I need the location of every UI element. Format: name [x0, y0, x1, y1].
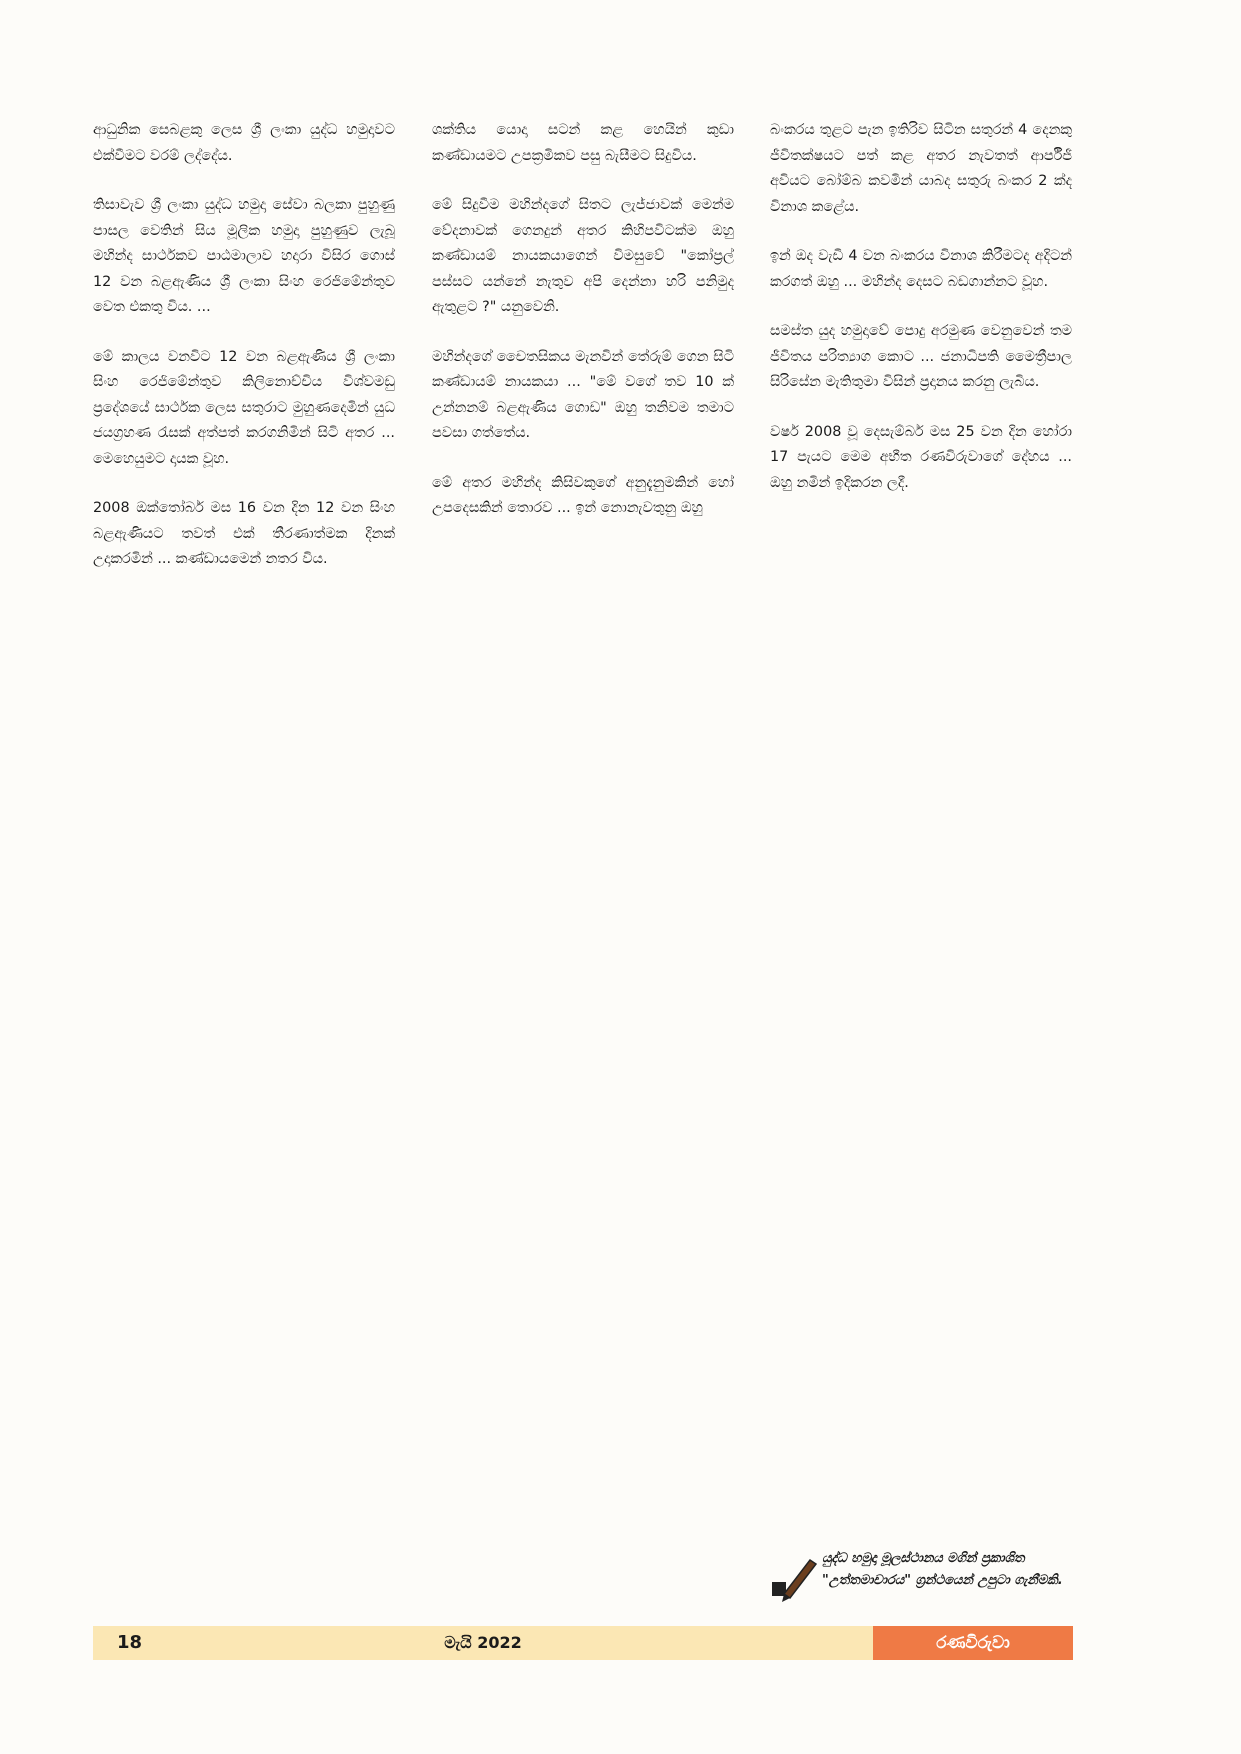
paragraph: මේ සිදුවීම මහින්දගේ සිතට ලැජ්ජාවක් මෙන්ම වේදනාවක් ගෙනදුන් අතර කිහිපවිටක්ම ඔහු කණ්ඩායම් නායකයාගෙන් විමසුවේ "කෝප්‍රල් පස්සට යන්නේ නැතුව අපි දෙන්නා හරි පනිමුද ඇතුළට ?" යනුවෙනි.: [432, 197, 734, 315]
paragraph: මේ අතර මහින්ද කිසිවකුගේ අනුදැනුමකින් හෝ උපදෙසකින් තොරව ... ඉන් නොනැවතුනු ඔහු: [432, 474, 734, 516]
paragraph: මේ කාලය වනවිට 12 වන බළඇණිය ශ්‍රී ලංකා සිංහ රෙජිමේන්තුව කිලිනොච්චිය විශ්වමඩු ප්‍රදේශයේ සාර්ථක ලෙස සතුරාට මුහුණදෙමින් යුධ ජයග්‍රහණ රැසක් අත්පත් කරගනිමින් සිටි අතර ... මෙහෙයුමට දායක වූහ.: [93, 348, 395, 467]
paragraph: වර්ෂ 2008 වූ දෙසැම්බර් මස 25 වන දින හෝරා 17 පැයට මෙම අභීත රණවිරුවාගේ දේහය ... ඔහු නමින් ඉදිකරන ලදී.: [770, 423, 1073, 491]
page-number: 18: [117, 1632, 143, 1653]
paragraph: 2008 ඔක්තෝබර් මස 16 වන දින 12 වන සිංහ බළඇණියට තවත් එක් තීරණාත්මක දිනක් උදාකරමින් ... කණ්ඩායමෙන් නතර විය.: [93, 500, 395, 567]
paragraph: මහින්දගේ චෛතසිකය මැනවින් තේරුම් ගෙන සිටි කණ්ඩායම් නායකයා ... "මේ වගේ තව 10 ක් උන්නනම් බළඇණිය ගොඩ" ඔහු තනිවම තමාට පවසා ගත්තේය.: [432, 348, 734, 441]
paragraph: බංකරය තුළට පැන ඉතිරිව සිටින සතුරන් 4 දෙනකු ජීවිතක්ෂයට පත් කළ අතර නැවතත් ආර්පීජී අවියට බෝම්බ කවමින් යාබද සතුරු බංකර 2 ක්ද විනාශ කළේය.: [770, 122, 1072, 215]
footer-left: [93, 1626, 873, 1660]
issue-month: මැයි 2022: [444, 1633, 522, 1652]
paragraph: තිසාවැව ශ්‍රී ලංකා යුද්ධ හමුදා සේවා බලකා පුහුණු පාසල වෙතින් සිය මූලික හමුදා පුහුණුව ලැබූ මහින්ද සාර්ථකව පාඨමාලාව හදාරා විසිර ගොස් 12 වන බළඇණිය ශ්‍රී ලංකා සිංහ රෙජිමේන්තුව වෙත එකතු විය. ...: [93, 197, 395, 315]
paragraph: ශක්තිය යොදා සටන් කළ හෙයින් කුඩා කණ්ඩායමට උපක්‍රමිකව පසු බැසීමට සිදුවිය.: [432, 122, 734, 164]
credit-text: යුද්ධ හමුදා මූලස්ථානය මගින් ප්‍රකාශිත "උත්තමාචාරය" ග්‍රන්ථයෙන් උපුටා ගැනීමකි.: [822, 1551, 1063, 1588]
column-3: [770, 118, 1072, 520]
magazine-name: රණවිරුවා: [873, 1626, 1073, 1660]
column-1: [93, 118, 395, 597]
paragraph: ආධුනික සෙබළකු ලෙස ශ්‍රී ලංකා යුද්ධ හමුදාවට එක්වීමට වරම් ලද්දේය.: [93, 122, 395, 164]
paragraph: ඉන් ඔද වැඩී 4 වන බංකරය විනාශ කිරීමටද අදිටන් කරගත් ඔහු ... මහින්ද දෙසට බඩගාන්නට වූහ.: [770, 248, 1072, 290]
column-2: [432, 118, 734, 546]
paragraph: සමස්ත යුද හමුදාවේ පොදු අරමුණ වෙනුවෙන් තම ජීවිතය පරිත්‍යාග කොට ... ජනාධිපති මෛත්‍රීපාල සිරිසේන මැතිතුමා විසින් ප්‍රදානය කරනු ලැබිය.: [770, 323, 1072, 390]
page-footer: [93, 1626, 1073, 1660]
pen-icon: [770, 1552, 818, 1604]
source-credit: [770, 1548, 1072, 1614]
